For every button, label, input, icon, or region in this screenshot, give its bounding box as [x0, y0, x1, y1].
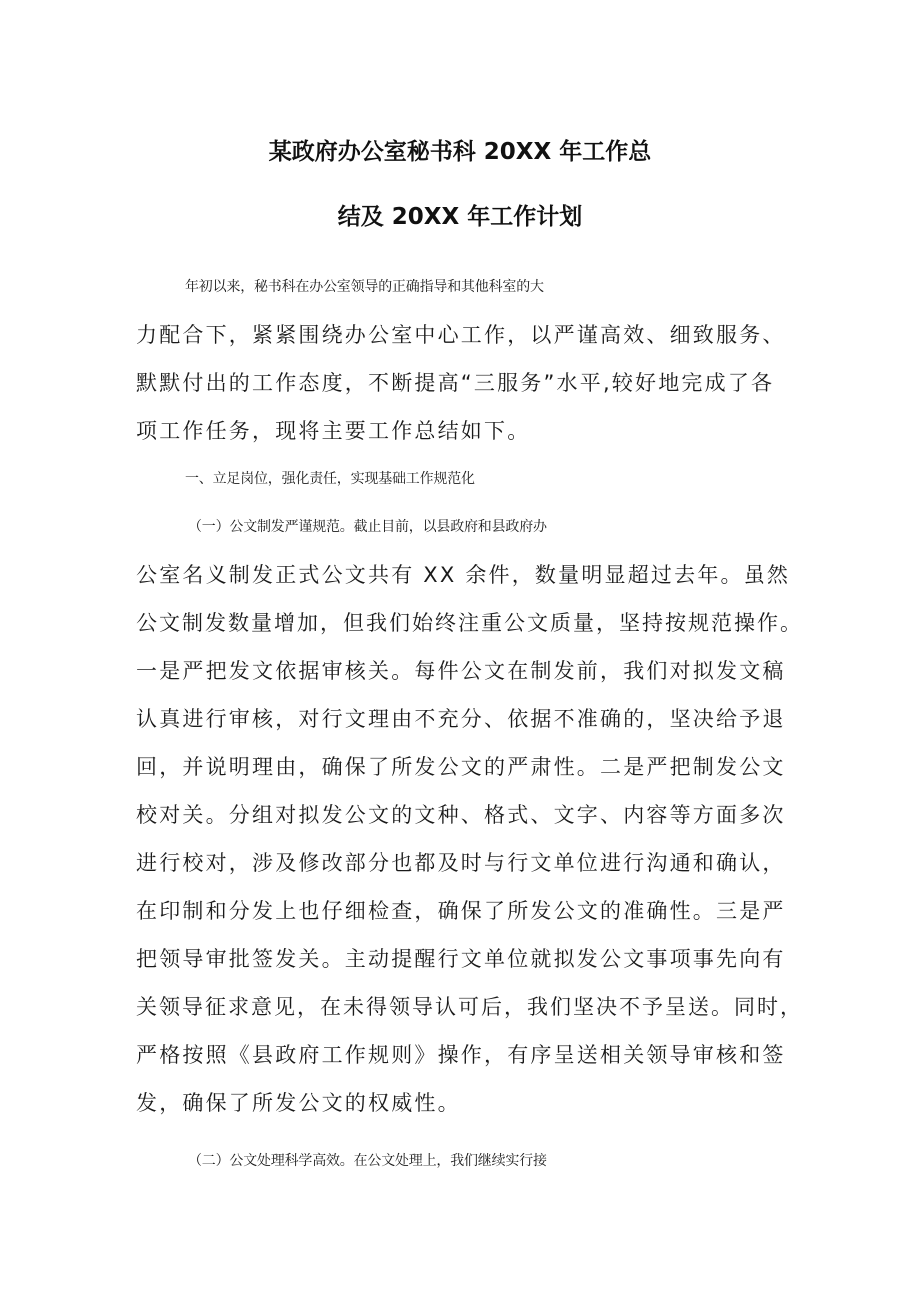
paragraph-line: 认真进行审核，对行文理由不充分、依据不准确的，坚决给予退	[136, 707, 786, 731]
paragraph-line: 校对关。分组对拟发公文的文种、格式、文字、内容等方面多次	[136, 803, 786, 827]
paragraph-line: 力配合下，紧紧围绕办公室中心工作，以严谨高效、细致服务、	[136, 323, 786, 347]
paragraph-line: 默默付出的工作态度，不断提高“三服务”水平,较好地完成了各	[136, 371, 775, 395]
paragraph-line: （一）公文制发严谨规范。截止目前，以县政府和县政府办	[188, 519, 547, 535]
paragraph-line: 发，确保了所发公文的权威性。	[136, 1091, 461, 1115]
paragraph-line: 在印制和分发上也仔细检查，确保了所发公文的准确性。三是严	[136, 899, 786, 923]
paragraph-line: 回，并说明理由，确保了所发公文的严肃性。二是严把制发公文	[136, 755, 786, 779]
paragraph-line: 公室名义制发正式公文共有 XX 余件，数量明显超过去年。虽然	[136, 563, 791, 587]
paragraph-line: 公文制发数量增加，但我们始终注重公文质量，坚持按规范操作。	[136, 611, 803, 635]
paragraph-line: 项工作任务，现将主要工作总结如下。	[136, 419, 531, 443]
section-heading: 一、立足岗位，强化责任，实现基础工作规范化	[185, 471, 475, 487]
paragraph-line: 一是严把发文依据审核关。每件公文在制发前，我们对拟发文稿	[136, 659, 786, 683]
paragraph-line: 把领导审批签发关。主动提醒行文单位就拟发公文事项事先向有	[136, 947, 786, 971]
paragraph-line: 关领导征求意见，在未得领导认可后，我们坚决不予呈送。同时，	[136, 995, 803, 1019]
paragraph-line: 严格按照《县政府工作规则》操作，有序呈送相关领导审核和签	[136, 1043, 786, 1067]
document-title-line-2: 结及 20XX 年工作计划	[337, 204, 583, 230]
paragraph-line: （二）公文处理科学高效。在公文处理上，我们继续实行接	[188, 1153, 547, 1169]
paragraph-line: 年初以来，秘书科在办公室领导的正确指导和其他科室的大	[185, 279, 544, 295]
paragraph-line: 进行校对，涉及修改部分也都及时与行文单位进行沟通和确认，	[136, 851, 786, 875]
document-title-line-1: 某政府办公室秘书科 20XX 年工作总	[268, 139, 652, 165]
